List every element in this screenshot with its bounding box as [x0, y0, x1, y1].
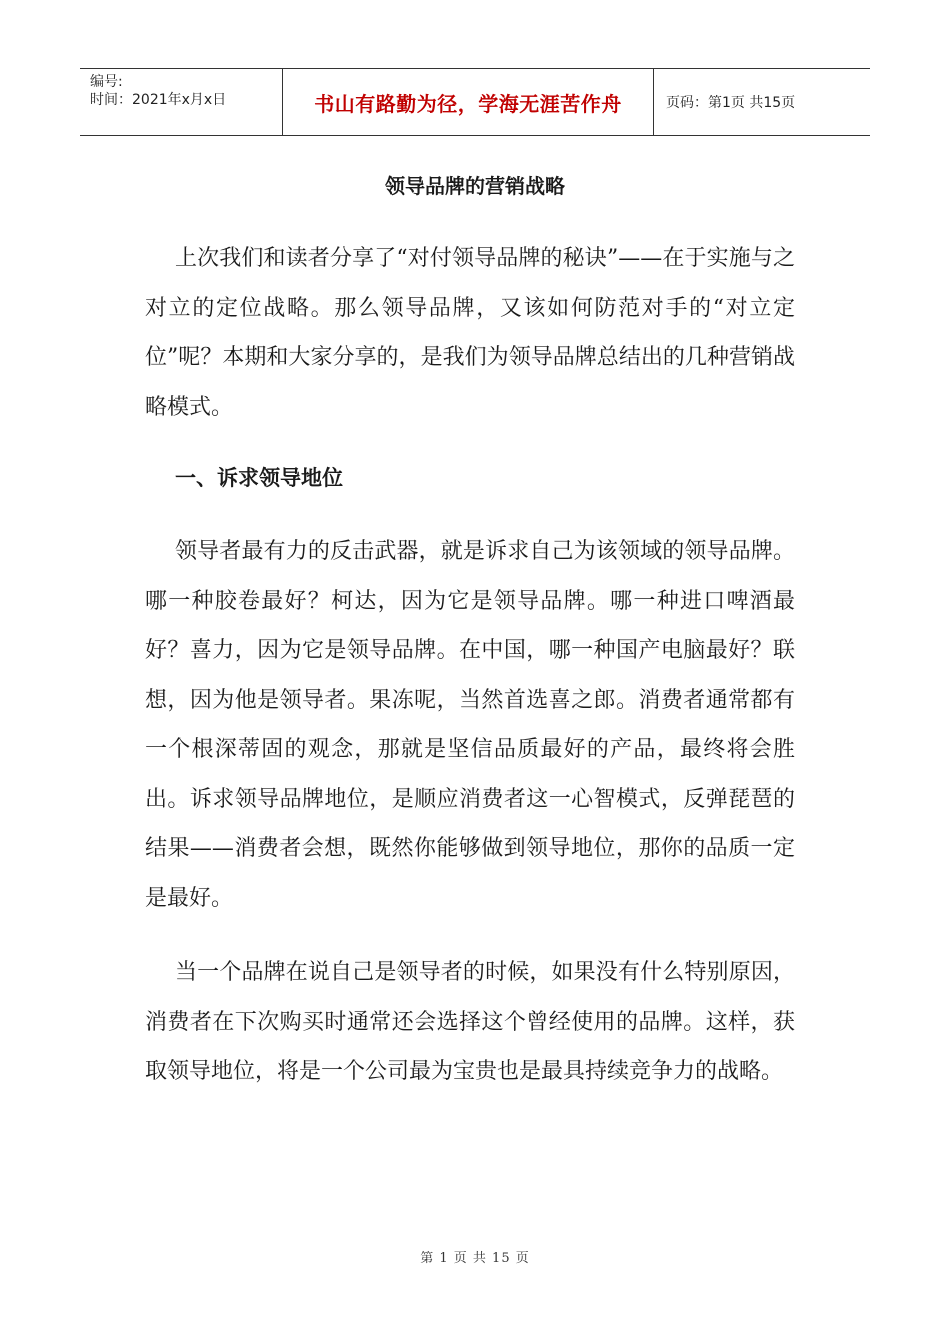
document-title: 领导品牌的营销战略 [385, 174, 565, 198]
document-number-label: 编号: [90, 74, 123, 90]
header-motto: 书山有路勤为径，学海无涯苦作舟 [314, 91, 622, 116]
header-page-info: 页码：第1页 共15页 [666, 95, 796, 111]
section-heading-1: 一、诉求领导地位 [175, 466, 343, 490]
paragraph-intro: 上次我们和读者分享了“对付领导品牌的秘诀”——在于实施与之对立的定位战略。那么领导品牌，又该如何防范对手的“对立定位”呢？本期和大家分享的，是我们为领导品牌总结出的几种营销战略模式。 [145, 246, 795, 420]
header-meta-cell [80, 69, 282, 135]
document-time-label: 时间：2021年x月x日 [90, 92, 227, 108]
paragraph-leadership-claim: 领导者最有力的反击武器，就是诉求自己为该领域的领导品牌。哪一种胶卷最好？柯达，因为它是领导品牌。哪一种进口啤酒最好？喜力，因为它是领导品牌。在中国，哪一种国产电脑最好？联想，因为他是领导者。果冻呢，当然首选喜之郎。消费者通常都有一个根深蒂固的观念，那就是坚信品质最好的产品，最终将会胜出。诉求领导品牌地位，是顺应消费者这一心智模式，反弹琵琶的结果——消费者会想，既然你能够做到领导地位，那你的品质一定是最好。 [145, 539, 795, 911]
page-footer: 第 1 页 共 15 页 [420, 1251, 530, 1266]
document-header [80, 68, 870, 136]
paragraph-leadership-strategy: 当一个品牌在说自己是领导者的时候，如果没有什么特别原因，消费者在下次购买时通常还会选择这个曾经使用的品牌。这样，获取领导地位，将是一个公司最为宝贵也是最具持续竞争力的战略。 [145, 960, 795, 1084]
header-page-cell [654, 69, 870, 135]
header-motto-cell [282, 69, 654, 135]
